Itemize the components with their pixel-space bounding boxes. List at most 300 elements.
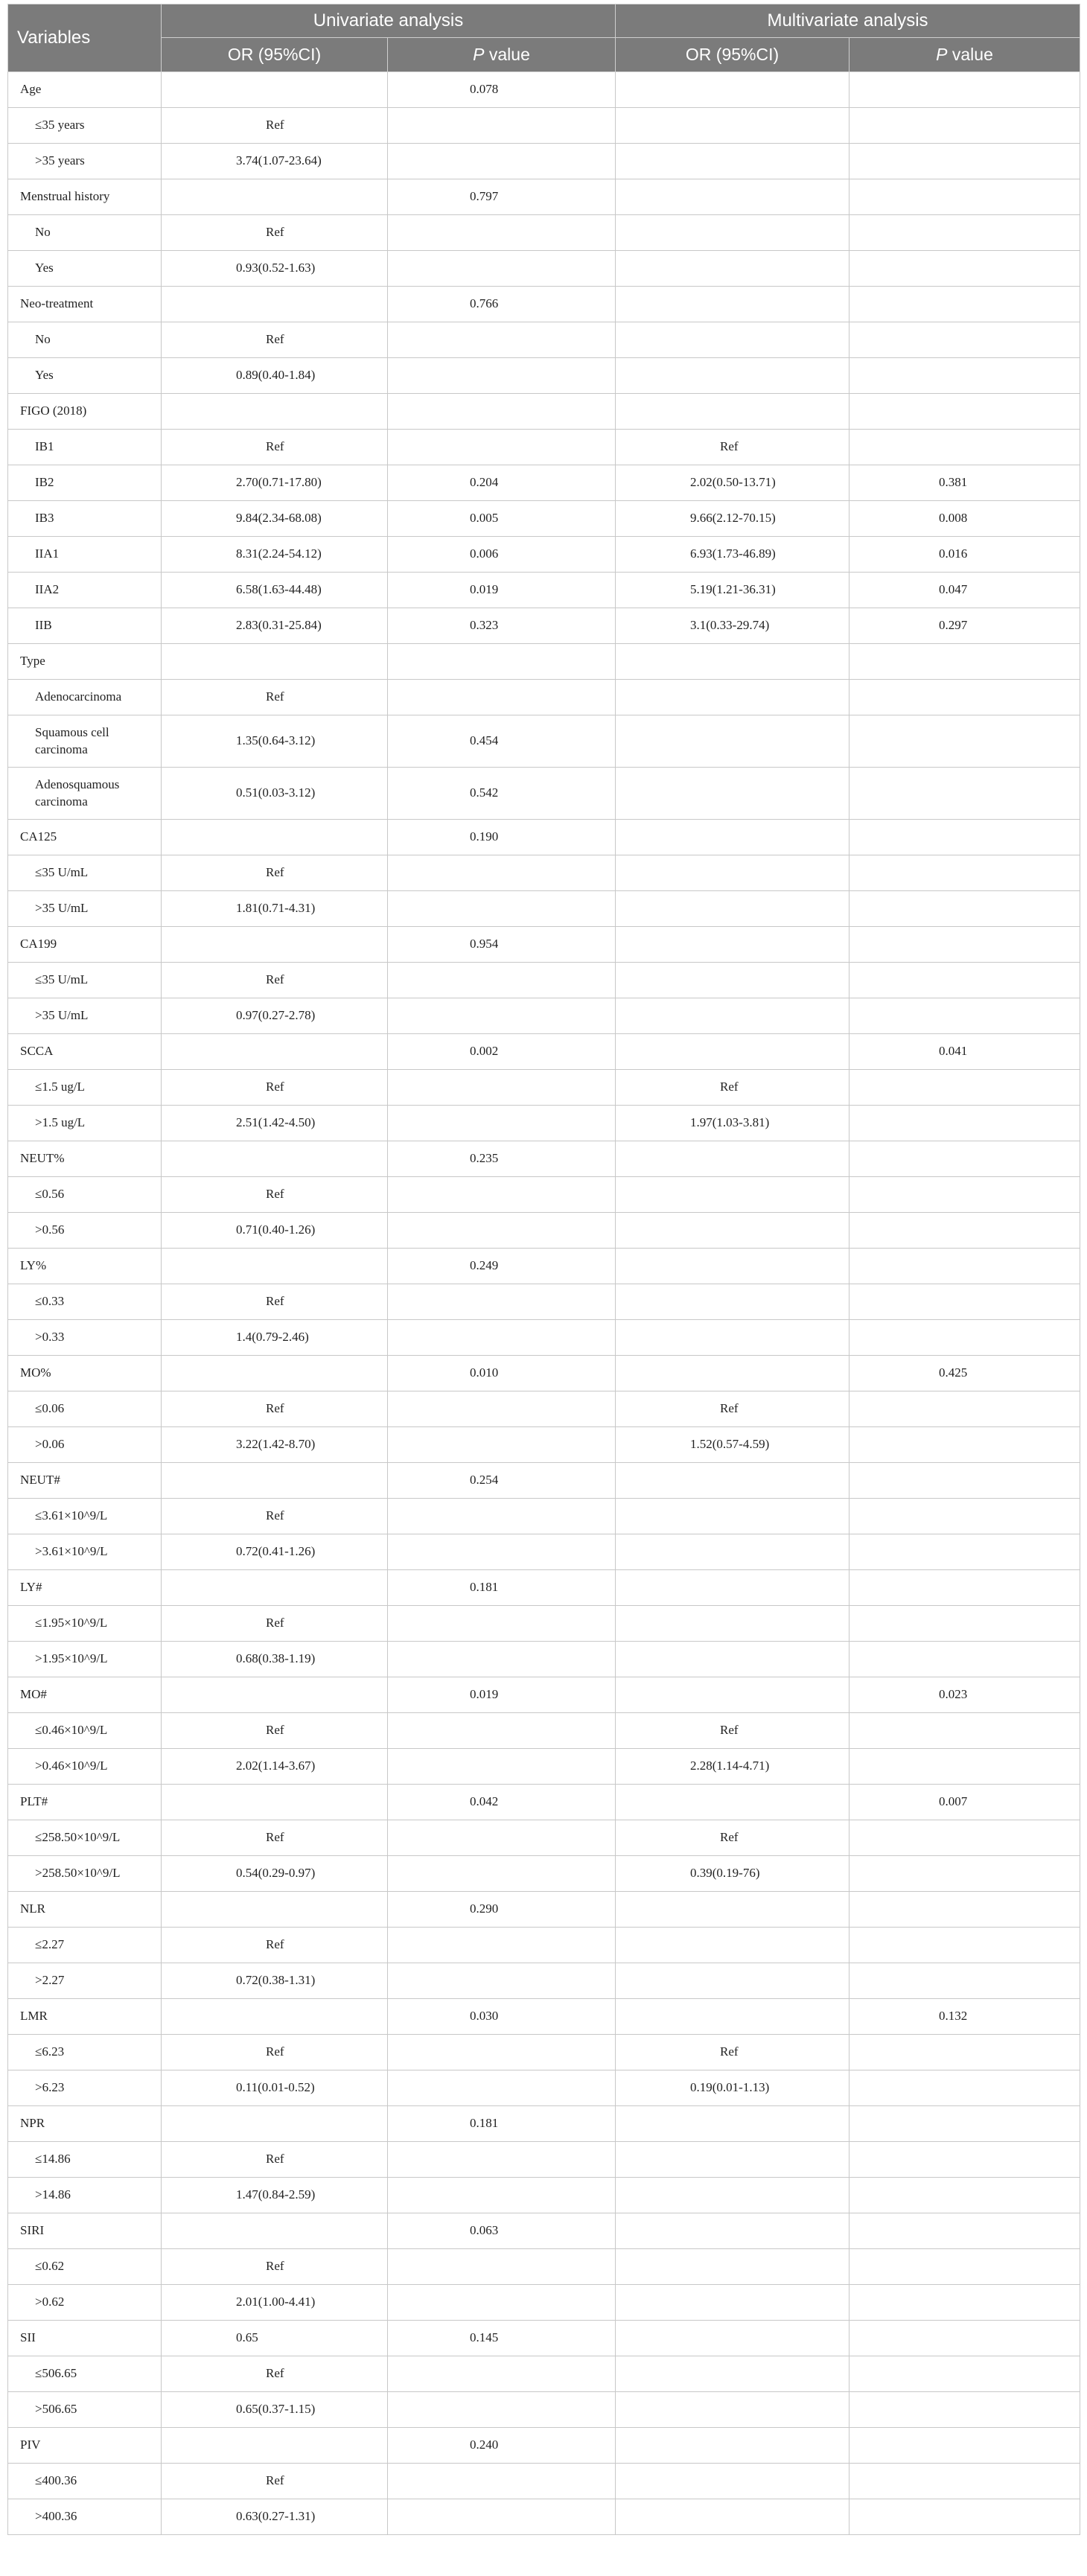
p-univariate-cell: 0.954 — [388, 927, 616, 963]
or-multivariate-cell: Ref — [616, 2035, 849, 2070]
or-multivariate-cell — [616, 1356, 849, 1391]
variable-cell: PLT# — [8, 1785, 162, 1820]
p-multivariate-cell — [849, 2464, 1080, 2499]
p-multivariate-cell — [849, 2321, 1080, 2356]
p-univariate-cell — [388, 358, 616, 394]
p-multivariate-cell — [849, 2499, 1080, 2535]
or-univariate-cell — [162, 1785, 388, 1820]
p-univariate-cell — [388, 2285, 616, 2321]
variable-cell: CA199 — [8, 927, 162, 963]
table-row — [8, 287, 1080, 322]
table-row — [8, 1534, 1080, 1570]
or-univariate-cell — [162, 1034, 388, 1070]
or-multivariate-cell — [616, 179, 849, 215]
or-multivariate-cell — [616, 322, 849, 358]
or-multivariate-cell — [616, 1141, 849, 1177]
table-row — [8, 2070, 1080, 2106]
variable-cell: >6.23 — [8, 2070, 162, 2106]
variable-cell: ≤1.95×10^9/L — [8, 1606, 162, 1642]
p-univariate-cell — [388, 2142, 616, 2178]
variable-cell: NPR — [8, 2106, 162, 2142]
or-multivariate-cell — [616, 1249, 849, 1284]
p-univariate-cell: 0.240 — [388, 2428, 616, 2464]
p-univariate-cell: 0.204 — [388, 465, 616, 501]
table-body — [8, 72, 1080, 2535]
or-multivariate-cell — [616, 998, 849, 1034]
p-univariate-cell: 0.002 — [388, 1034, 616, 1070]
p-univariate-cell: 0.235 — [388, 1141, 616, 1177]
variable-cell: ≤258.50×10^9/L — [8, 1820, 162, 1856]
p-multivariate-cell — [849, 1570, 1080, 1606]
or-multivariate-cell — [616, 963, 849, 998]
variable-cell: IIA1 — [8, 537, 162, 573]
or-multivariate-cell: 3.1(0.33-29.74) — [616, 608, 849, 644]
variable-cell: IB1 — [8, 430, 162, 465]
variable-cell: No — [8, 322, 162, 358]
or-univariate-cell — [162, 2213, 388, 2249]
table-row — [8, 1677, 1080, 1713]
p-multivariate-cell — [849, 358, 1080, 394]
or-multivariate-cell — [616, 1892, 849, 1928]
or-univariate-cell: Ref — [162, 1284, 388, 1320]
p-multivariate-cell — [849, 1642, 1080, 1677]
p-multivariate-cell — [849, 891, 1080, 927]
p-multivariate-cell: 0.007 — [849, 1785, 1080, 1820]
or-multivariate-cell — [616, 215, 849, 251]
variable-cell: IB3 — [8, 501, 162, 537]
variable-cell: ≤3.61×10^9/L — [8, 1499, 162, 1534]
or-multivariate-cell — [616, 1785, 849, 1820]
p-univariate-cell — [388, 322, 616, 358]
variable-cell: >258.50×10^9/L — [8, 1856, 162, 1892]
p-univariate-cell — [388, 394, 616, 430]
or-univariate-cell: 2.01(1.00-4.41) — [162, 2285, 388, 2321]
p-multivariate-cell: 0.047 — [849, 573, 1080, 608]
table-row — [8, 394, 1080, 430]
table-row — [8, 430, 1080, 465]
p-multivariate-cell — [849, 715, 1080, 768]
or-univariate-cell: Ref — [162, 215, 388, 251]
or-univariate-cell: Ref — [162, 2142, 388, 2178]
p-multivariate-cell — [849, 108, 1080, 144]
variable-cell: Yes — [8, 251, 162, 287]
table-row — [8, 768, 1080, 820]
p-univariate-cell — [388, 1213, 616, 1249]
table-row — [8, 1713, 1080, 1749]
or-univariate-cell: Ref — [162, 2035, 388, 2070]
p-univariate-cell: 0.181 — [388, 2106, 616, 2142]
p-multivariate-cell — [849, 1070, 1080, 1106]
variable-cell: >3.61×10^9/L — [8, 1534, 162, 1570]
variable-cell: LY# — [8, 1570, 162, 1606]
table-row — [8, 1606, 1080, 1642]
or-univariate-cell — [162, 644, 388, 680]
p-univariate-cell: 0.006 — [388, 537, 616, 573]
table-row — [8, 1892, 1080, 1928]
p-multivariate-cell — [849, 2142, 1080, 2178]
p-multivariate-cell — [849, 2213, 1080, 2249]
or-univariate-cell — [162, 1356, 388, 1391]
table-row — [8, 1106, 1080, 1141]
or-univariate-cell — [162, 1249, 388, 1284]
table-row — [8, 358, 1080, 394]
p-univariate-cell: 0.019 — [388, 1677, 616, 1713]
variable-cell: >0.33 — [8, 1320, 162, 1356]
or-multivariate-cell — [616, 2249, 849, 2285]
or-multivariate-cell — [616, 1570, 849, 1606]
p-multivariate-cell — [849, 998, 1080, 1034]
variable-cell: Adenosquamous carcinoma — [8, 768, 162, 820]
p-multivariate-cell — [849, 2285, 1080, 2321]
or-multivariate-cell: Ref — [616, 430, 849, 465]
p-multivariate-cell: 0.041 — [849, 1034, 1080, 1070]
or-multivariate-cell — [616, 1499, 849, 1534]
p-multivariate-cell — [849, 2035, 1080, 2070]
table-row — [8, 1356, 1080, 1391]
variable-cell: ≤6.23 — [8, 2035, 162, 2070]
p-multivariate-cell — [849, 72, 1080, 108]
table-row — [8, 2213, 1080, 2249]
p-univariate-cell — [388, 1320, 616, 1356]
p-univariate-cell: 0.030 — [388, 1999, 616, 2035]
variable-cell: ≤0.56 — [8, 1177, 162, 1213]
header-univariate: Univariate analysis — [162, 4, 616, 38]
or-multivariate-cell — [616, 394, 849, 430]
or-univariate-cell — [162, 1570, 388, 1606]
table-row — [8, 2428, 1080, 2464]
p-multivariate-cell — [849, 927, 1080, 963]
table-row — [8, 1284, 1080, 1320]
table-row — [8, 1570, 1080, 1606]
p-univariate-cell: 0.190 — [388, 820, 616, 855]
p-multivariate-cell — [849, 2070, 1080, 2106]
variable-cell: ≤14.86 — [8, 2142, 162, 2178]
variable-cell: ≤400.36 — [8, 2464, 162, 2499]
p-multivariate-cell — [849, 1106, 1080, 1141]
p-univariate-cell: 0.766 — [388, 287, 616, 322]
variable-cell: >35 years — [8, 144, 162, 179]
or-multivariate-cell: Ref — [616, 1070, 849, 1106]
or-univariate-cell: Ref — [162, 1713, 388, 1749]
p-multivariate-cell — [849, 855, 1080, 891]
p-univariate-cell — [388, 2070, 616, 2106]
p-multivariate-cell — [849, 1499, 1080, 1534]
table-row — [8, 927, 1080, 963]
p-univariate-cell — [388, 2392, 616, 2428]
or-univariate-cell: 0.71(0.40-1.26) — [162, 1213, 388, 1249]
or-univariate-cell: 0.54(0.29-0.97) — [162, 1856, 388, 1892]
or-univariate-cell — [162, 1141, 388, 1177]
table-row — [8, 1820, 1080, 1856]
p-univariate-cell: 0.010 — [388, 1356, 616, 1391]
or-univariate-cell: 3.74(1.07-23.64) — [162, 144, 388, 179]
or-univariate-cell: 0.89(0.40-1.84) — [162, 358, 388, 394]
p-univariate-cell: 0.042 — [388, 1785, 616, 1820]
variable-cell: ≤2.27 — [8, 1928, 162, 1963]
p-multivariate-cell — [849, 820, 1080, 855]
p-multivariate-cell — [849, 1963, 1080, 1999]
or-multivariate-cell — [616, 768, 849, 820]
or-multivariate-cell — [616, 2285, 849, 2321]
table-row — [8, 2035, 1080, 2070]
or-multivariate-cell: Ref — [616, 1713, 849, 1749]
p-univariate-cell: 0.019 — [388, 573, 616, 608]
or-univariate-cell: Ref — [162, 2249, 388, 2285]
p-multivariate-cell — [849, 2106, 1080, 2142]
table-row — [8, 251, 1080, 287]
table-row — [8, 2321, 1080, 2356]
p-multivariate-cell — [849, 394, 1080, 430]
table-row — [8, 501, 1080, 537]
or-univariate-cell — [162, 1677, 388, 1713]
table-row — [8, 1249, 1080, 1284]
p-multivariate-cell — [849, 1427, 1080, 1463]
p-multivariate-cell — [849, 1141, 1080, 1177]
or-multivariate-cell — [616, 1213, 849, 1249]
p-univariate-cell — [388, 1713, 616, 1749]
p-multivariate-cell: 0.016 — [849, 537, 1080, 573]
p-univariate-cell — [388, 1106, 616, 1141]
variable-cell: IB2 — [8, 465, 162, 501]
variable-cell: ≤0.62 — [8, 2249, 162, 2285]
or-multivariate-cell — [616, 1606, 849, 1642]
or-multivariate-cell — [616, 855, 849, 891]
variable-cell: NEUT# — [8, 1463, 162, 1499]
p-multivariate-cell — [849, 1249, 1080, 1284]
or-multivariate-cell — [616, 2142, 849, 2178]
p-univariate-cell: 0.078 — [388, 72, 616, 108]
table-row — [8, 715, 1080, 768]
or-multivariate-cell: 1.52(0.57-4.59) — [616, 1427, 849, 1463]
table-row — [8, 855, 1080, 891]
table-row — [8, 2106, 1080, 2142]
p-univariate-cell — [388, 1928, 616, 1963]
or-univariate-cell — [162, 287, 388, 322]
or-multivariate-cell — [616, 1177, 849, 1213]
p-univariate-cell — [388, 1820, 616, 1856]
or-multivariate-cell: 5.19(1.21-36.31) — [616, 573, 849, 608]
or-multivariate-cell — [616, 1677, 849, 1713]
p-univariate-cell: 0.542 — [388, 768, 616, 820]
or-univariate-cell: Ref — [162, 680, 388, 715]
p-multivariate-cell — [849, 2178, 1080, 2213]
or-multivariate-cell — [616, 2499, 849, 2535]
variable-cell: >35 U/mL — [8, 998, 162, 1034]
or-univariate-cell: 0.65 — [162, 2321, 388, 2356]
or-univariate-cell: 0.63(0.27-1.31) — [162, 2499, 388, 2535]
p-multivariate-cell — [849, 1177, 1080, 1213]
p-multivariate-cell — [849, 287, 1080, 322]
variable-cell: CA125 — [8, 820, 162, 855]
header-multivariate: Multivariate analysis — [616, 4, 1080, 38]
p-univariate-cell — [388, 1749, 616, 1785]
or-multivariate-cell: 0.19(0.01-1.13) — [616, 2070, 849, 2106]
p-multivariate-cell — [849, 251, 1080, 287]
p-multivariate-cell — [849, 1820, 1080, 1856]
p-univariate-cell — [388, 108, 616, 144]
variable-cell: ≤1.5 ug/L — [8, 1070, 162, 1106]
variable-cell: SIRI — [8, 2213, 162, 2249]
variable-cell: >14.86 — [8, 2178, 162, 2213]
p-multivariate-cell: 0.132 — [849, 1999, 1080, 2035]
or-multivariate-cell — [616, 108, 849, 144]
or-univariate-cell — [162, 1999, 388, 2035]
or-univariate-cell: 0.72(0.38-1.31) — [162, 1963, 388, 1999]
or-multivariate-cell — [616, 2213, 849, 2249]
table-row — [8, 1499, 1080, 1534]
variable-cell: MO% — [8, 1356, 162, 1391]
table-row — [8, 1034, 1080, 1070]
p-univariate-cell — [388, 1856, 616, 1892]
p-univariate-cell — [388, 1606, 616, 1642]
or-univariate-cell: 3.22(1.42-8.70) — [162, 1427, 388, 1463]
table-row — [8, 1928, 1080, 1963]
p-univariate-cell: 0.323 — [388, 608, 616, 644]
or-multivariate-cell — [616, 2321, 849, 2356]
variable-cell: >0.06 — [8, 1427, 162, 1463]
or-univariate-cell: 2.51(1.42-4.50) — [162, 1106, 388, 1141]
or-multivariate-cell: 2.28(1.14-4.71) — [616, 1749, 849, 1785]
or-univariate-cell: 0.11(0.01-0.52) — [162, 2070, 388, 2106]
p-univariate-cell: 0.797 — [388, 179, 616, 215]
variable-cell: Yes — [8, 358, 162, 394]
p-univariate-cell — [388, 144, 616, 179]
p-univariate-cell — [388, 680, 616, 715]
or-multivariate-cell — [616, 358, 849, 394]
table-row — [8, 998, 1080, 1034]
or-univariate-cell: Ref — [162, 322, 388, 358]
or-multivariate-cell: Ref — [616, 1391, 849, 1427]
header-or-multivariate: OR (95%CI) — [616, 38, 849, 72]
header-p-multivariate: P value — [849, 38, 1080, 72]
p-multivariate-cell — [849, 1856, 1080, 1892]
p-univariate-cell: 0.063 — [388, 2213, 616, 2249]
table-row — [8, 608, 1080, 644]
variable-cell: ≤0.46×10^9/L — [8, 1713, 162, 1749]
variable-cell: >0.62 — [8, 2285, 162, 2321]
or-univariate-cell: Ref — [162, 1499, 388, 1534]
variable-cell: ≤506.65 — [8, 2356, 162, 2392]
variable-cell: Neo-treatment — [8, 287, 162, 322]
header-variables: Variables — [8, 4, 162, 72]
or-multivariate-cell: 1.97(1.03-3.81) — [616, 1106, 849, 1141]
variable-cell: >35 U/mL — [8, 891, 162, 927]
p-multivariate-cell — [849, 1463, 1080, 1499]
or-univariate-cell: 1.47(0.84-2.59) — [162, 2178, 388, 2213]
p-univariate-cell — [388, 1284, 616, 1320]
variable-cell: >1.95×10^9/L — [8, 1642, 162, 1677]
or-univariate-cell: 2.83(0.31-25.84) — [162, 608, 388, 644]
p-univariate-cell — [388, 1642, 616, 1677]
p-multivariate-cell — [849, 144, 1080, 179]
or-multivariate-cell: 6.93(1.73-46.89) — [616, 537, 849, 573]
table-row — [8, 179, 1080, 215]
variable-cell: MO# — [8, 1677, 162, 1713]
or-multivariate-cell — [616, 680, 849, 715]
table-row — [8, 1856, 1080, 1892]
p-multivariate-cell — [849, 1534, 1080, 1570]
p-univariate-cell — [388, 1427, 616, 1463]
variable-cell: ≤0.33 — [8, 1284, 162, 1320]
p-multivariate-cell — [849, 2249, 1080, 2285]
table-row — [8, 215, 1080, 251]
p-univariate-cell — [388, 1177, 616, 1213]
p-multivariate-cell — [849, 322, 1080, 358]
or-multivariate-cell — [616, 1463, 849, 1499]
or-univariate-cell: Ref — [162, 1820, 388, 1856]
or-multivariate-cell — [616, 1928, 849, 1963]
or-univariate-cell: Ref — [162, 2464, 388, 2499]
or-multivariate-cell — [616, 891, 849, 927]
p-multivariate-cell — [849, 2356, 1080, 2392]
or-multivariate-cell — [616, 2392, 849, 2428]
p-multivariate-cell — [849, 1320, 1080, 1356]
or-multivariate-cell: 0.39(0.19-76) — [616, 1856, 849, 1892]
or-multivariate-cell — [616, 2428, 849, 2464]
or-multivariate-cell: 2.02(0.50-13.71) — [616, 465, 849, 501]
or-multivariate-cell — [616, 1999, 849, 2035]
p-multivariate-cell — [849, 1213, 1080, 1249]
variable-cell: Age — [8, 72, 162, 108]
or-univariate-cell: Ref — [162, 1928, 388, 1963]
or-univariate-cell — [162, 1892, 388, 1928]
or-univariate-cell — [162, 394, 388, 430]
regression-table — [7, 4, 1080, 2535]
p-univariate-cell — [388, 2356, 616, 2392]
p-multivariate-cell: 0.425 — [849, 1356, 1080, 1391]
or-univariate-cell — [162, 72, 388, 108]
variable-cell: ≤35 U/mL — [8, 963, 162, 998]
table-row — [8, 72, 1080, 108]
variable-cell: ≤0.06 — [8, 1391, 162, 1427]
p-univariate-cell — [388, 215, 616, 251]
variable-cell: IIA2 — [8, 573, 162, 608]
p-univariate-cell — [388, 1499, 616, 1534]
p-multivariate-cell — [849, 430, 1080, 465]
or-univariate-cell: Ref — [162, 1177, 388, 1213]
table-row — [8, 1427, 1080, 1463]
variable-cell: No — [8, 215, 162, 251]
p-multivariate-cell — [849, 215, 1080, 251]
table-row — [8, 680, 1080, 715]
or-univariate-cell: 0.97(0.27-2.78) — [162, 998, 388, 1034]
table-row — [8, 1177, 1080, 1213]
or-univariate-cell: 1.35(0.64-3.12) — [162, 715, 388, 768]
p-univariate-cell — [388, 2249, 616, 2285]
or-univariate-cell: 2.02(1.14-3.67) — [162, 1749, 388, 1785]
or-multivariate-cell — [616, 1534, 849, 1570]
table-row — [8, 1963, 1080, 1999]
table-row — [8, 2249, 1080, 2285]
variable-cell: >400.36 — [8, 2499, 162, 2535]
p-multivariate-cell — [849, 1749, 1080, 1785]
or-univariate-cell: Ref — [162, 963, 388, 998]
table-row — [8, 1213, 1080, 1249]
p-univariate-cell — [388, 2464, 616, 2499]
table-row — [8, 2285, 1080, 2321]
variable-cell: PIV — [8, 2428, 162, 2464]
or-univariate-cell: Ref — [162, 1606, 388, 1642]
variable-cell: >0.46×10^9/L — [8, 1749, 162, 1785]
variable-cell: Menstrual history — [8, 179, 162, 215]
or-univariate-cell: Ref — [162, 1070, 388, 1106]
p-univariate-cell: 0.254 — [388, 1463, 616, 1499]
or-univariate-cell: 9.84(2.34-68.08) — [162, 501, 388, 537]
or-multivariate-cell — [616, 251, 849, 287]
header-p-italic: P — [936, 45, 948, 64]
variable-cell: >0.56 — [8, 1213, 162, 1249]
or-univariate-cell: 6.58(1.63-44.48) — [162, 573, 388, 608]
